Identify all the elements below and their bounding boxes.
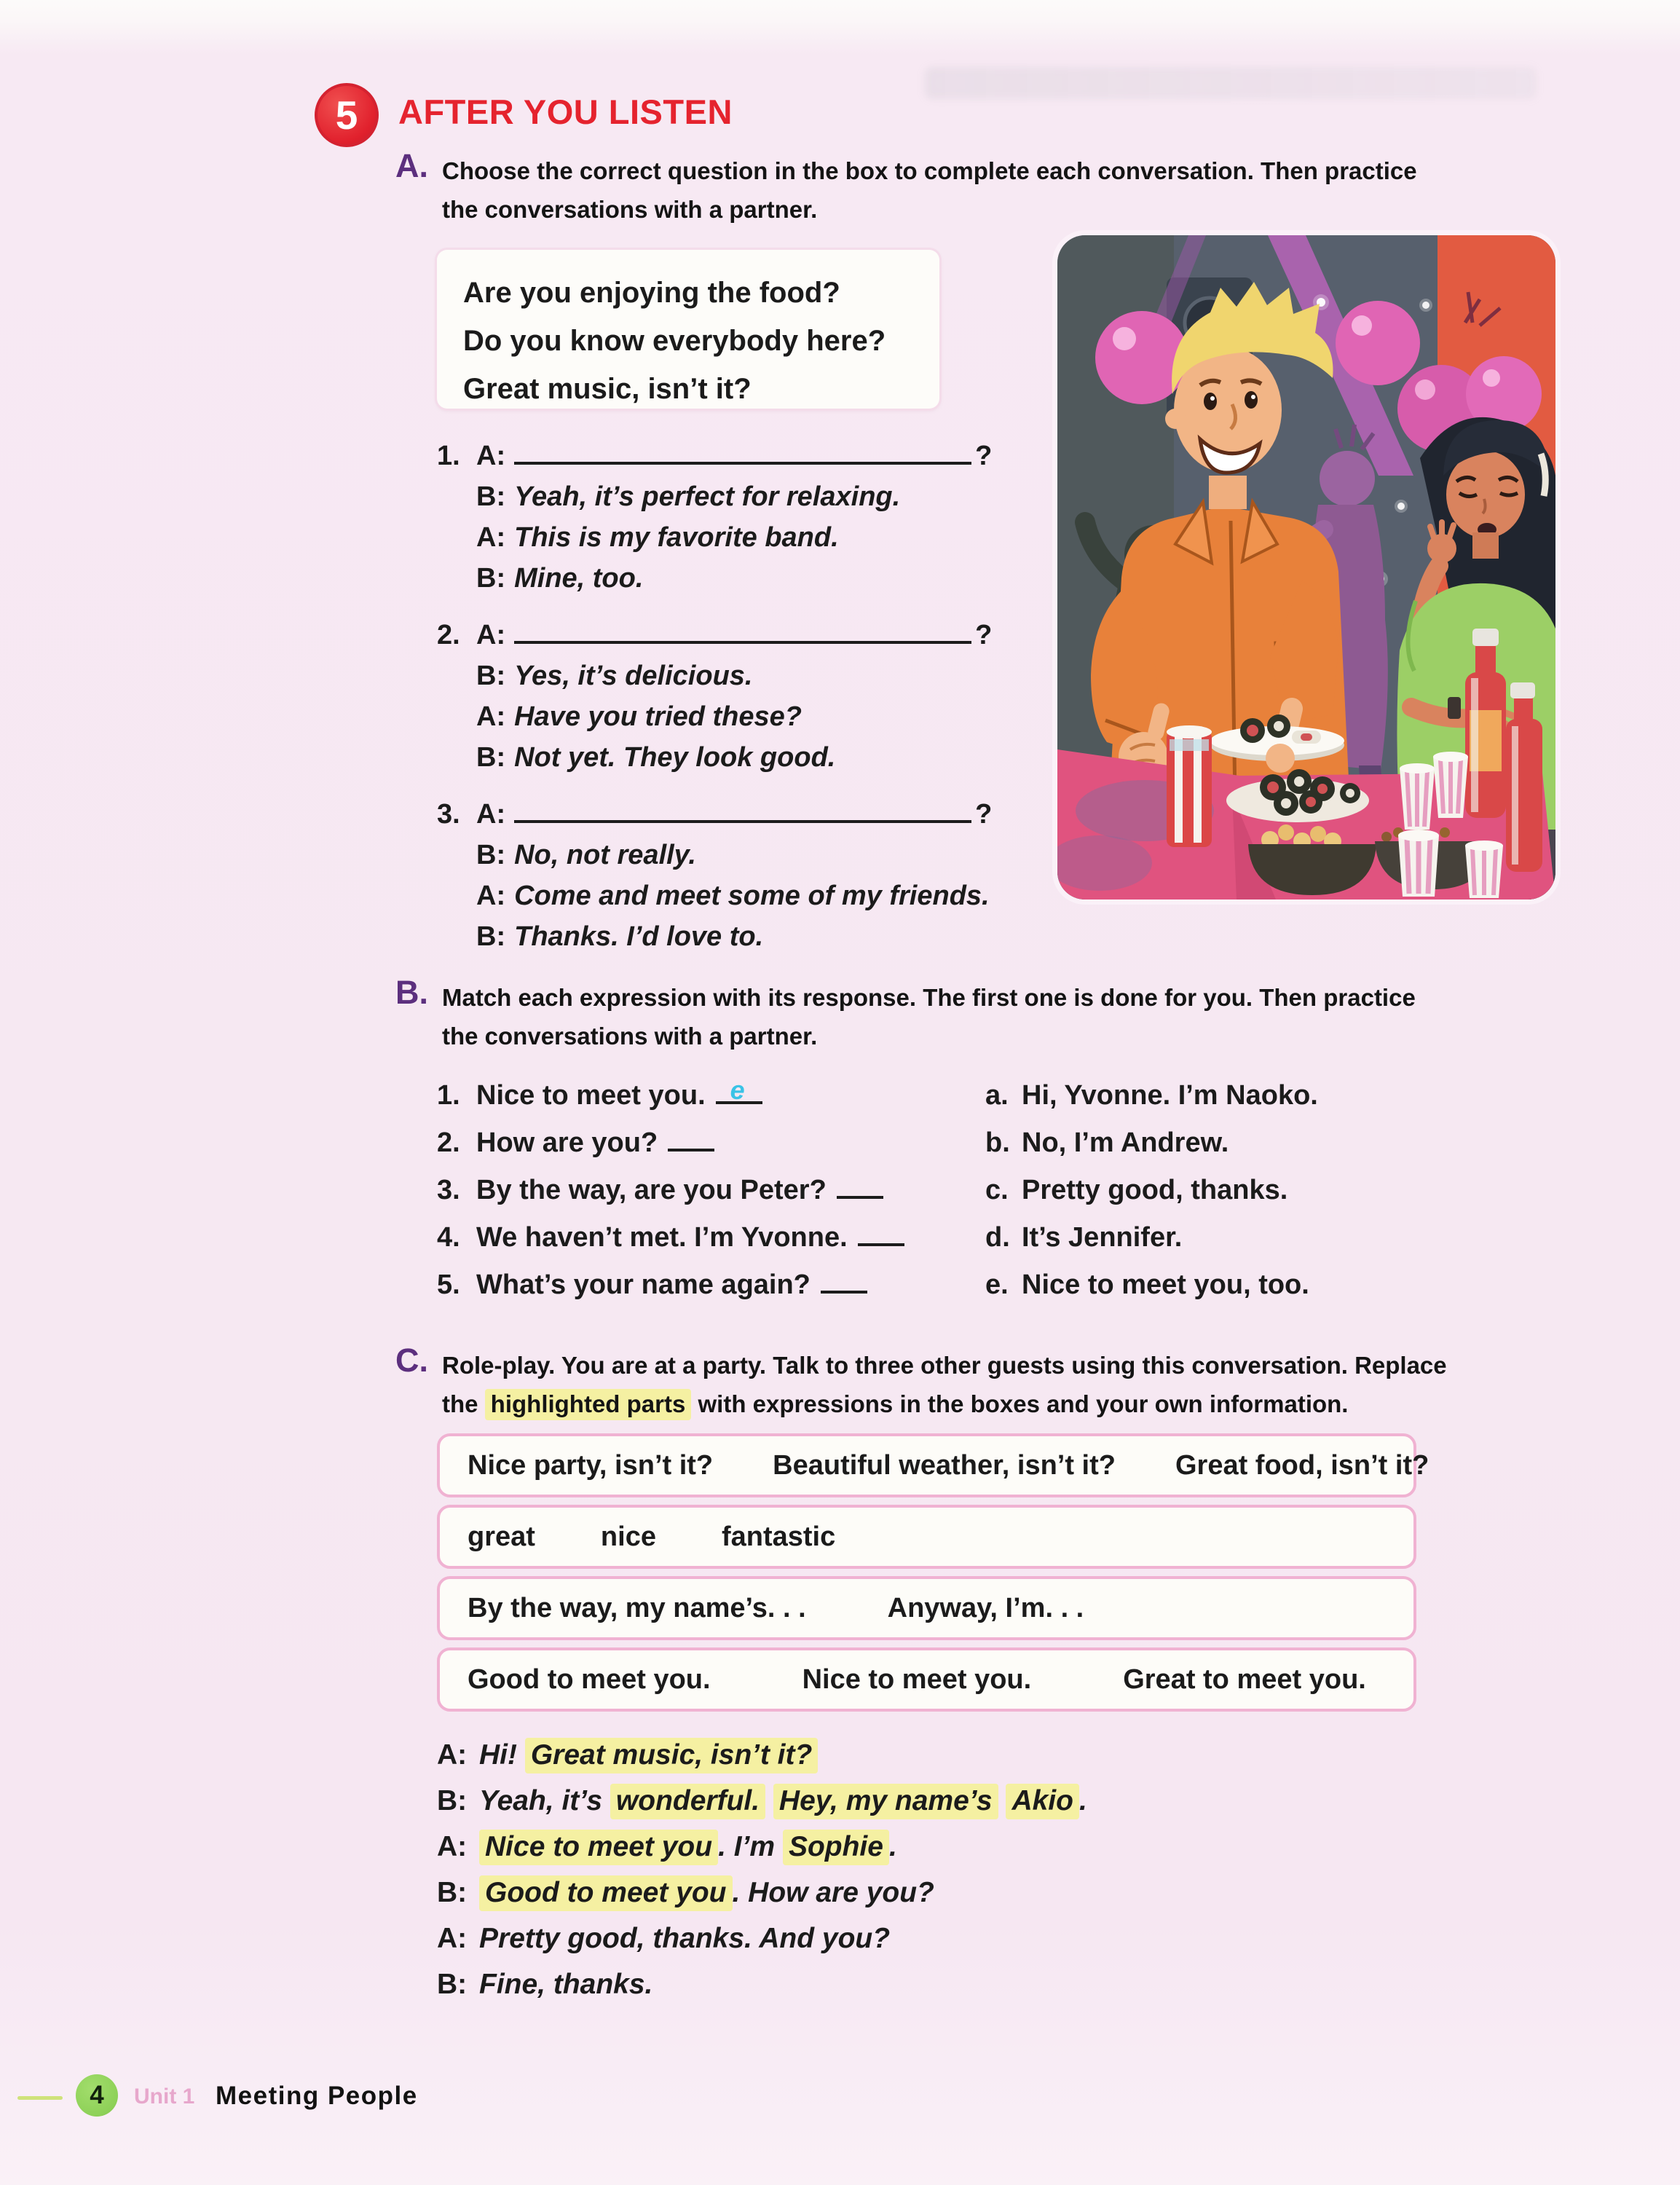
dialogue-line: [437, 1778, 1087, 1824]
striped-glass: [1167, 725, 1212, 847]
dialogue-segment: Pretty good, thanks. And you?: [479, 1923, 891, 1954]
dialogue-line: [437, 835, 992, 875]
instruction-line: the conversations with a partner.: [442, 1023, 818, 1050]
answer-blank: [514, 792, 971, 823]
highlighted-segment: Great music, isn’t it?: [525, 1738, 818, 1773]
dialogue-line: [437, 696, 992, 737]
responses-column: [985, 1072, 1318, 1309]
instruction-line: Role-play. You are at a party. Talk to three other guests using this conversation. Replace: [442, 1352, 1447, 1379]
dialogue-segment: Fine, thanks.: [479, 1969, 653, 2000]
dialogue-line: [437, 1732, 1087, 1778]
dialogue-line: [437, 476, 992, 517]
expressions-column: [437, 1072, 904, 1309]
box-question: Are you enjoying the food?: [463, 277, 840, 309]
response-text: Pretty good, thanks.: [1022, 1175, 1288, 1205]
highlighted-term: highlighted parts: [485, 1389, 692, 1420]
dialogue-line: [437, 875, 992, 916]
match-blank: [716, 1075, 762, 1105]
speaker-label: A:: [476, 620, 506, 650]
item-letter: a.: [985, 1080, 1009, 1111]
box-option: Beautiful weather, isn’t it?: [773, 1449, 1116, 1481]
speaker-label: B:: [437, 1785, 468, 1816]
expression-box-openers: [437, 1433, 1429, 1497]
dialogue-line: [437, 558, 992, 599]
box-option: Great to meet you.: [1123, 1664, 1366, 1695]
dialogue-line: [437, 1870, 1087, 1916]
dialogue-text: Have you tried these?: [514, 701, 802, 732]
instruction-line: the conversations with a partner.: [442, 196, 818, 223]
instruction-text: the: [442, 1390, 478, 1417]
dialogue-segment: . I’m: [718, 1831, 783, 1862]
speaker-label: B:: [476, 481, 506, 512]
speaker-label: A:: [437, 1739, 468, 1771]
box-option: By the way, my name’s. . .: [468, 1592, 806, 1623]
dialogue-segment: Hi!: [479, 1739, 525, 1771]
highlighted-segment: wonderful.: [610, 1784, 765, 1819]
unit-label: Unit 1: [134, 2084, 195, 2109]
speaker-label: A:: [476, 701, 506, 732]
dialogue-text: [479, 1923, 890, 1954]
dialogue-line: [437, 517, 992, 558]
question-mark: ?: [975, 441, 993, 471]
written-answer: e: [730, 1075, 745, 1105]
item-number: 5.: [437, 1269, 460, 1300]
expression-item: [437, 1167, 904, 1214]
dialogue-text: Mine, too.: [514, 563, 644, 594]
scan-ghosting: [925, 67, 1537, 99]
speaker-label: A:: [476, 881, 506, 911]
item-number: 3.: [437, 799, 460, 830]
expression-text: Nice to meet you.: [476, 1080, 706, 1111]
box-option: Good to meet you.: [468, 1664, 711, 1695]
expression-item: [437, 1214, 904, 1261]
dialogue-text: [479, 1738, 818, 1773]
item-letter: e.: [985, 1269, 1009, 1300]
striped-cup: [1400, 763, 1435, 830]
section-c-letter: C.: [395, 1342, 428, 1379]
match-blank: [821, 1267, 867, 1294]
response-item: [985, 1072, 1318, 1119]
response-item: [985, 1214, 1318, 1261]
dialogue-segment: [765, 1785, 773, 1816]
dialogue-line: [437, 613, 992, 656]
dialogue-line: [437, 792, 992, 835]
instruction-text: with expressions in the boxes and your own information.: [698, 1390, 1349, 1417]
party-illustration: [1057, 235, 1555, 899]
match-blank: [668, 1125, 714, 1151]
conversation-3: [437, 792, 992, 957]
item-letter: b.: [985, 1127, 1010, 1158]
dialogue-text: Come and meet some of my friends.: [514, 881, 990, 911]
footer-rule: [17, 2096, 63, 2100]
response-item: [985, 1119, 1318, 1167]
dialogue-line: [437, 1961, 1087, 2007]
question-choice-box: [437, 250, 939, 409]
striped-cup: [1433, 752, 1468, 818]
response-text: No, I’m Andrew.: [1022, 1127, 1229, 1158]
speaker-label: B:: [476, 921, 506, 952]
section-a-letter: A.: [395, 147, 428, 184]
dialogue-segment: Yeah, it’s: [479, 1785, 610, 1816]
striped-cup: [1398, 830, 1439, 897]
response-item: [985, 1167, 1318, 1214]
speaker-label: A:: [476, 522, 506, 553]
item-number: 1.: [437, 1080, 460, 1111]
expression-box-introductions: [437, 1576, 1416, 1640]
section-a-instructions: [442, 151, 1567, 229]
box-option: Nice to meet you.: [802, 1664, 1032, 1695]
dialogue-line: [437, 916, 992, 957]
page-number: 4: [90, 2081, 104, 2109]
dialogue-text: Not yet. They look good.: [514, 742, 836, 773]
box-option: Nice party, isn’t it?: [468, 1449, 714, 1481]
speaker-label: A:: [437, 1923, 468, 1954]
expression-text: What’s your name again?: [476, 1269, 811, 1300]
dialogue-text: No, not really.: [514, 840, 696, 870]
response-text: Nice to meet you, too.: [1022, 1269, 1309, 1300]
dialogue-segment: .: [1078, 1785, 1087, 1816]
speaker-label: B:: [476, 563, 506, 594]
expression-text: How are you?: [476, 1127, 658, 1158]
dialogue-line: [437, 1916, 1087, 1961]
highlighted-segment: Nice to meet you: [479, 1830, 718, 1865]
section-number: 5: [335, 92, 358, 138]
party-scene-art: [1057, 235, 1555, 899]
section-b-letter: B.: [395, 974, 428, 1011]
conversation-1: [437, 434, 992, 599]
unit-title: Meeting People: [216, 2082, 418, 2110]
box-option: Great food, isn’t it?: [1175, 1449, 1429, 1481]
highlighted-segment: Sophie: [783, 1830, 889, 1865]
dialogue-segment: . How are you?: [732, 1877, 934, 1908]
striped-cup: [1465, 840, 1503, 898]
expression-text: We haven’t met. I’m Yvonne.: [476, 1222, 848, 1253]
instruction-line: Choose the correct question in the box to complete each conversation. Then practice: [442, 157, 1417, 184]
question-mark: ?: [975, 799, 993, 830]
section-b-instructions: [442, 978, 1567, 1055]
item-number: 4.: [437, 1222, 460, 1253]
speaker-label: A:: [437, 1831, 468, 1862]
item-number: 2.: [437, 620, 460, 650]
dialogue-line: [437, 656, 992, 696]
response-text: It’s Jennifer.: [1022, 1222, 1183, 1253]
dialogue-text: Yeah, it’s perfect for relaxing.: [514, 481, 901, 512]
speaker-label: B:: [476, 742, 506, 773]
speaker-label: B:: [437, 1969, 468, 2000]
highlighted-segment: Akio: [1006, 1784, 1079, 1819]
dialogue-text: [479, 1784, 1087, 1819]
speaker-label: B:: [476, 661, 506, 691]
item-number: 1.: [437, 441, 460, 471]
model-dialogue: [437, 1732, 1087, 2007]
question-mark: ?: [975, 620, 993, 650]
item-letter: d.: [985, 1222, 1010, 1253]
item-number: 3.: [437, 1175, 460, 1205]
section-number-badge: [315, 83, 379, 147]
item-letter: c.: [985, 1175, 1009, 1205]
dialogue-text: [479, 1875, 934, 1911]
instruction-line: [442, 1385, 1567, 1423]
speaker-label: B:: [476, 840, 506, 870]
expression-item: [437, 1119, 904, 1167]
dialogue-segment: .: [888, 1831, 897, 1862]
dialogue-text: [479, 1830, 897, 1865]
page-title: AFTER YOU LISTEN: [398, 92, 733, 131]
dialogue-text: Yes, it’s delicious.: [514, 661, 753, 691]
expression-item: [437, 1072, 904, 1119]
answer-blank: [514, 434, 971, 465]
box-option: fantastic: [721, 1521, 836, 1552]
dialogue-line: [437, 737, 992, 778]
highlighted-segment: Hey, my name’s: [773, 1784, 998, 1819]
box-option: great: [468, 1521, 535, 1552]
expression-text: By the way, are you Peter?: [476, 1175, 827, 1205]
instruction-line: Match each expression with its response. The first one is done for you. Then practice: [442, 984, 1416, 1011]
response-text: Hi, Yvonne. I’m Naoko.: [1022, 1080, 1318, 1111]
page-number-badge: [76, 2074, 118, 2117]
speaker-label: B:: [437, 1877, 468, 1908]
response-item: [985, 1261, 1318, 1309]
match-blank: [837, 1173, 883, 1199]
answer-blank: [514, 613, 971, 644]
section-c-instructions: [442, 1346, 1567, 1423]
item-number: 2.: [437, 1127, 460, 1158]
dialogue-text: This is my favorite band.: [514, 522, 839, 553]
highlighted-segment: Good to meet you: [479, 1875, 733, 1911]
dialogue-text: [479, 1969, 652, 2000]
box-option: Anyway, I’m. . .: [887, 1592, 1084, 1623]
box-option: nice: [600, 1521, 656, 1552]
expression-item: [437, 1261, 904, 1309]
match-blank: [858, 1220, 904, 1246]
box-question: Great music, isn’t it?: [463, 373, 752, 405]
dialogue-segment: [998, 1785, 1006, 1816]
box-question: Do you know everybody here?: [463, 325, 886, 357]
dialogue-text: Thanks. I’d love to.: [514, 921, 764, 952]
dialogue-line: [437, 434, 992, 476]
dialogue-line: [437, 1824, 1087, 1870]
expression-box-adjectives: [437, 1505, 1416, 1569]
speaker-label: A:: [476, 799, 506, 830]
conversation-2: [437, 613, 992, 778]
expression-box-greetings: [437, 1647, 1416, 1712]
speaker-label: A:: [476, 441, 506, 471]
